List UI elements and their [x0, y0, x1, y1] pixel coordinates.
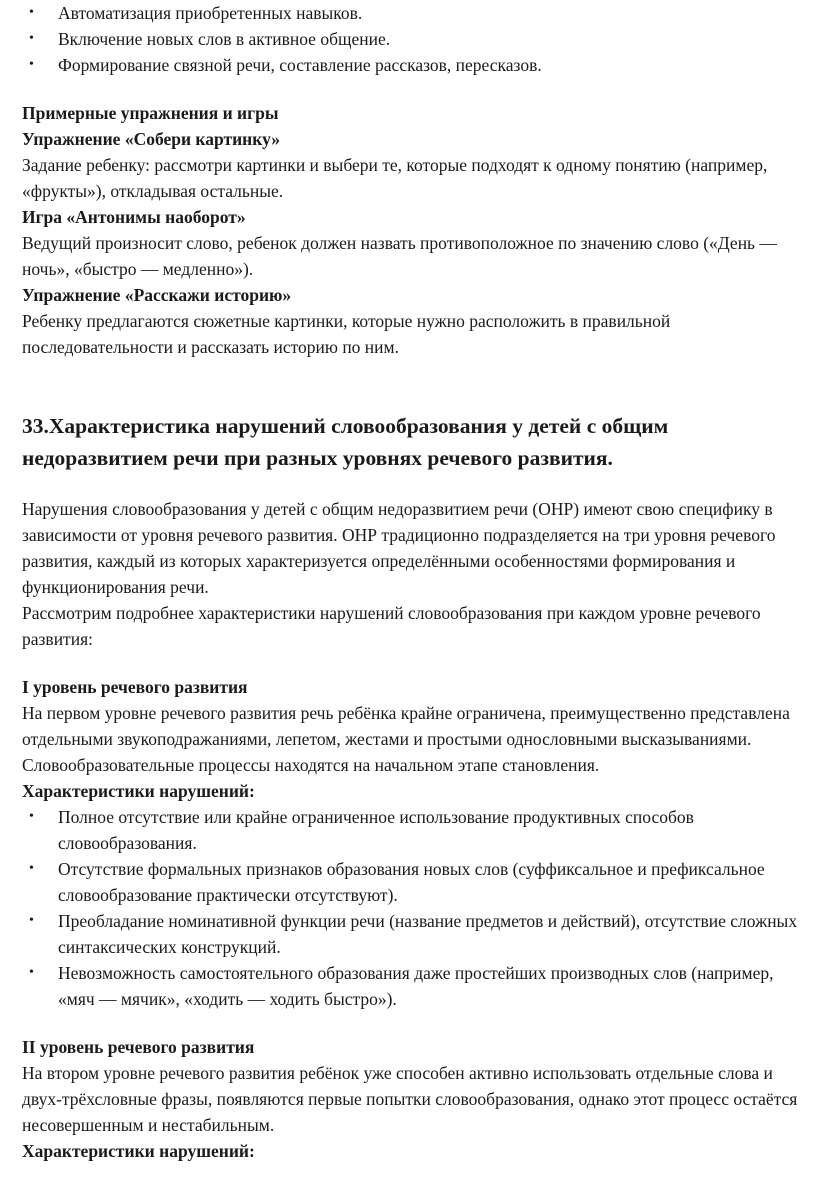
bullet-icon: •: [29, 57, 34, 72]
section-intro: Нарушения словообразования у детей с общим недоразвитием речи (ОНР) имеют свою специфику в зависимости от уровня речевого развития. ОНР традиционно подразделяется на три уровня речевого развития, каждый из которых характеризуется определёнными особенностями формирования и функционирования речи.: [22, 499, 776, 597]
list-item: • Отсутствие формальных признаков образования новых слов (суффиксальное и префиксальное словообразование практически отсутствуют).: [22, 856, 806, 908]
list-item: • Преобладание номинативной функции речи (название предметов и действий), отсутствие сложных синтаксических конструкций.: [22, 908, 806, 960]
list-item: • Включение новых слов в активное общение.: [22, 26, 806, 52]
exercise-title: Игра «Антонимы наоборот»: [22, 207, 246, 227]
bullet-icon: •: [29, 861, 34, 876]
section-title: 33.Характеристика нарушений словообразования у детей с общим недоразвитием речи при разных уровнях речевого развития.: [22, 414, 669, 470]
top-bullet-list: [22, 0, 806, 78]
bullet-icon: •: [29, 809, 34, 824]
level2-text: На втором уровне речевого развития ребёнок уже способен активно использовать отдельные слова и двух-трёхсловные фразы, появляются первые попытки словообразования, однако этот процесс остаётся несовершенным и нестабильным.: [22, 1063, 798, 1135]
bullet-icon: •: [29, 5, 34, 20]
section-intro-2: Рассмотрим подробнее характеристики нарушений словообразования при каждом уровне речевого развития:: [22, 603, 761, 649]
level1-char-heading: Характеристики нарушений:: [22, 781, 255, 801]
level1-text: На первом уровне речевого развития речь ребёнка крайне ограничена, преимущественно представлена отдельными звукоподражаниями, лепетом, жестами и простыми однословными высказываниями. Словообразовательные процессы находятся на начальном этапе становления.: [22, 703, 790, 775]
exercise-title: Упражнение «Расскажи историю»: [22, 285, 292, 305]
exercise-text: Ведущий произносит слово, ребенок должен назвать противоположное по значению слово («День — ночь», «быстро — медленно»).: [22, 233, 777, 279]
list-item: • Формирование связной речи, составление рассказов, пересказов.: [22, 52, 806, 78]
list-item: • Автоматизация приобретенных навыков.: [22, 0, 806, 26]
bullet-icon: •: [29, 965, 34, 980]
exercise-title: Упражнение «Собери картинку»: [22, 129, 281, 149]
level1-bullet-list: [22, 804, 806, 1012]
level2-char-heading: Характеристики нарушений:: [22, 1141, 255, 1161]
list-item: • Невозможность самостоятельного образования даже простейших производных слов (например, «мяч — мячик», «ходить — ходить быстро»).: [22, 960, 806, 1012]
exercises-heading: Примерные упражнения и игры: [22, 103, 279, 123]
exercise-text: Задание ребенку: рассмотри картинки и выбери те, которые подходят к одному понятию (например, «фрукты»), откладывая остальные.: [22, 155, 768, 201]
level1-heading: I уровень речевого развития: [22, 677, 248, 697]
exercise-text: Ребенку предлагаются сюжетные картинки, которые нужно расположить в правильной последовательности и рассказать историю по ним.: [22, 311, 671, 357]
bullet-icon: •: [29, 913, 34, 928]
list-item: • Полное отсутствие или крайне ограниченное использование продуктивных способов словообразования.: [22, 804, 806, 856]
level2-heading: II уровень речевого развития: [22, 1037, 255, 1057]
bullet-icon: •: [29, 31, 34, 46]
